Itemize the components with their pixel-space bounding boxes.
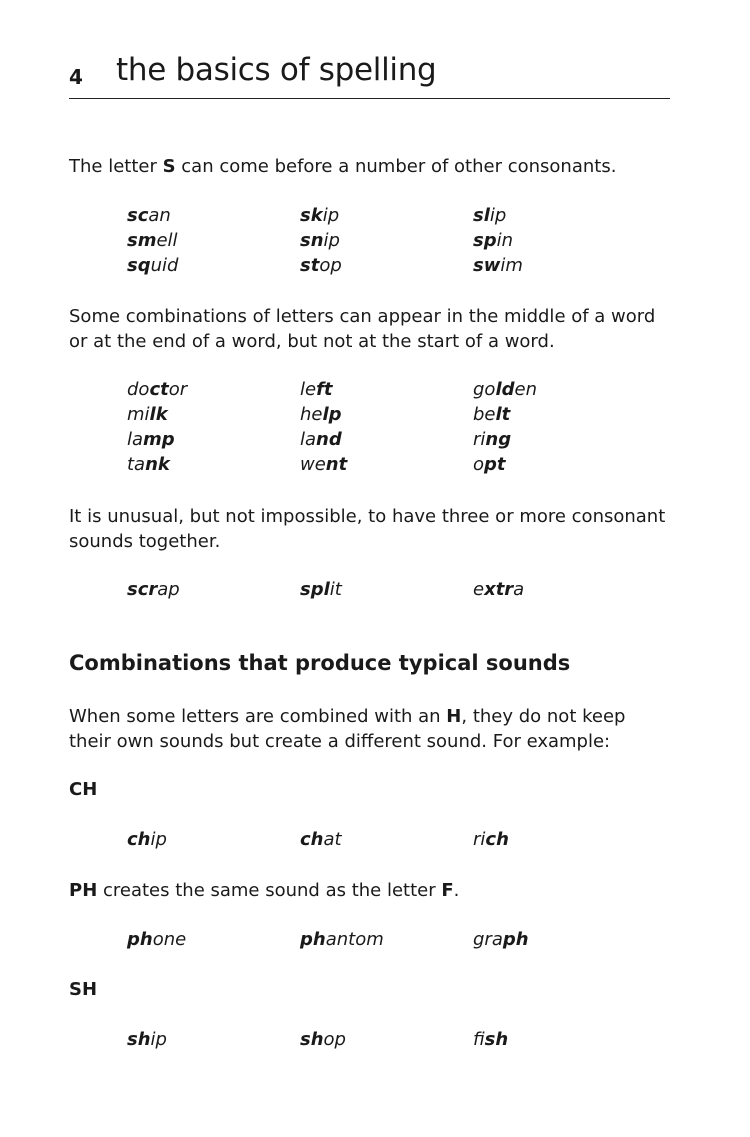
word-grid-s-consonants: [127, 205, 647, 280]
word-row: [127, 429, 647, 454]
word: went: [300, 454, 348, 475]
word: ring: [473, 429, 512, 450]
paragraph-middle-end: Some combinations of letters can appear in the middle of a word or at the end of a word, but not at the start of a word.: [69, 306, 656, 352]
word: phantom: [300, 929, 384, 950]
word-row: [127, 255, 647, 280]
word: chat: [300, 829, 342, 850]
word-row: [127, 205, 647, 230]
word: left: [300, 379, 333, 400]
word: extra: [473, 579, 525, 600]
word: fish: [473, 1029, 509, 1050]
paragraph-three-consonants: It is unusual, but not impossible, to have three or more consonant sounds together.: [69, 506, 666, 552]
label-sh: SH: [69, 979, 98, 1000]
paragraph-h-combinations: When some letters are combined with an H, they do not keep their own sounds but create a different sound. For example:: [69, 706, 626, 752]
section-heading: Combinations that produce typical sounds: [69, 651, 571, 675]
word-grid-middle-end: [127, 379, 647, 479]
word: scrap: [127, 579, 180, 600]
word: golden: [473, 379, 537, 400]
word-row: [127, 379, 647, 404]
word: snip: [300, 230, 340, 251]
word-grid-three-consonants: [127, 579, 647, 604]
label-ch: CH: [69, 779, 98, 800]
word-row: [127, 1029, 647, 1054]
word: slip: [473, 205, 507, 226]
word-row: [127, 579, 647, 604]
page-header: [69, 52, 670, 99]
word: rich: [473, 829, 509, 850]
word: split: [300, 579, 342, 600]
word-row: [127, 230, 647, 255]
word: shop: [300, 1029, 346, 1050]
word: phone: [127, 929, 187, 950]
paragraph-intro: The letter S can come before a number of other consonants.: [69, 156, 617, 177]
word: skip: [300, 205, 340, 226]
word: swim: [473, 255, 523, 276]
word: milk: [127, 404, 168, 425]
word-grid-ph: [127, 929, 647, 954]
word: graph: [473, 929, 529, 950]
paragraph-ph: PH creates the same sound as the letter F.: [69, 880, 460, 901]
word: spin: [473, 230, 514, 251]
word: stop: [300, 255, 342, 276]
word-row: [127, 929, 647, 954]
word: belt: [473, 404, 511, 425]
word-row: [127, 454, 647, 479]
word: scan: [127, 205, 171, 226]
word-grid-sh: [127, 1029, 647, 1054]
word: land: [300, 429, 342, 450]
page-title: the basics of spelling: [116, 52, 437, 88]
word: doctor: [127, 379, 188, 400]
word: smell: [127, 230, 178, 251]
word-grid-ch: [127, 829, 647, 854]
word-row: [127, 829, 647, 854]
word: lamp: [127, 429, 175, 450]
page-number: 4: [69, 65, 83, 89]
word: help: [300, 404, 342, 425]
word-row: [127, 404, 647, 429]
word: opt: [473, 454, 506, 475]
word: chip: [127, 829, 167, 850]
word: ship: [127, 1029, 167, 1050]
word: tank: [127, 454, 170, 475]
word: squid: [127, 255, 179, 276]
